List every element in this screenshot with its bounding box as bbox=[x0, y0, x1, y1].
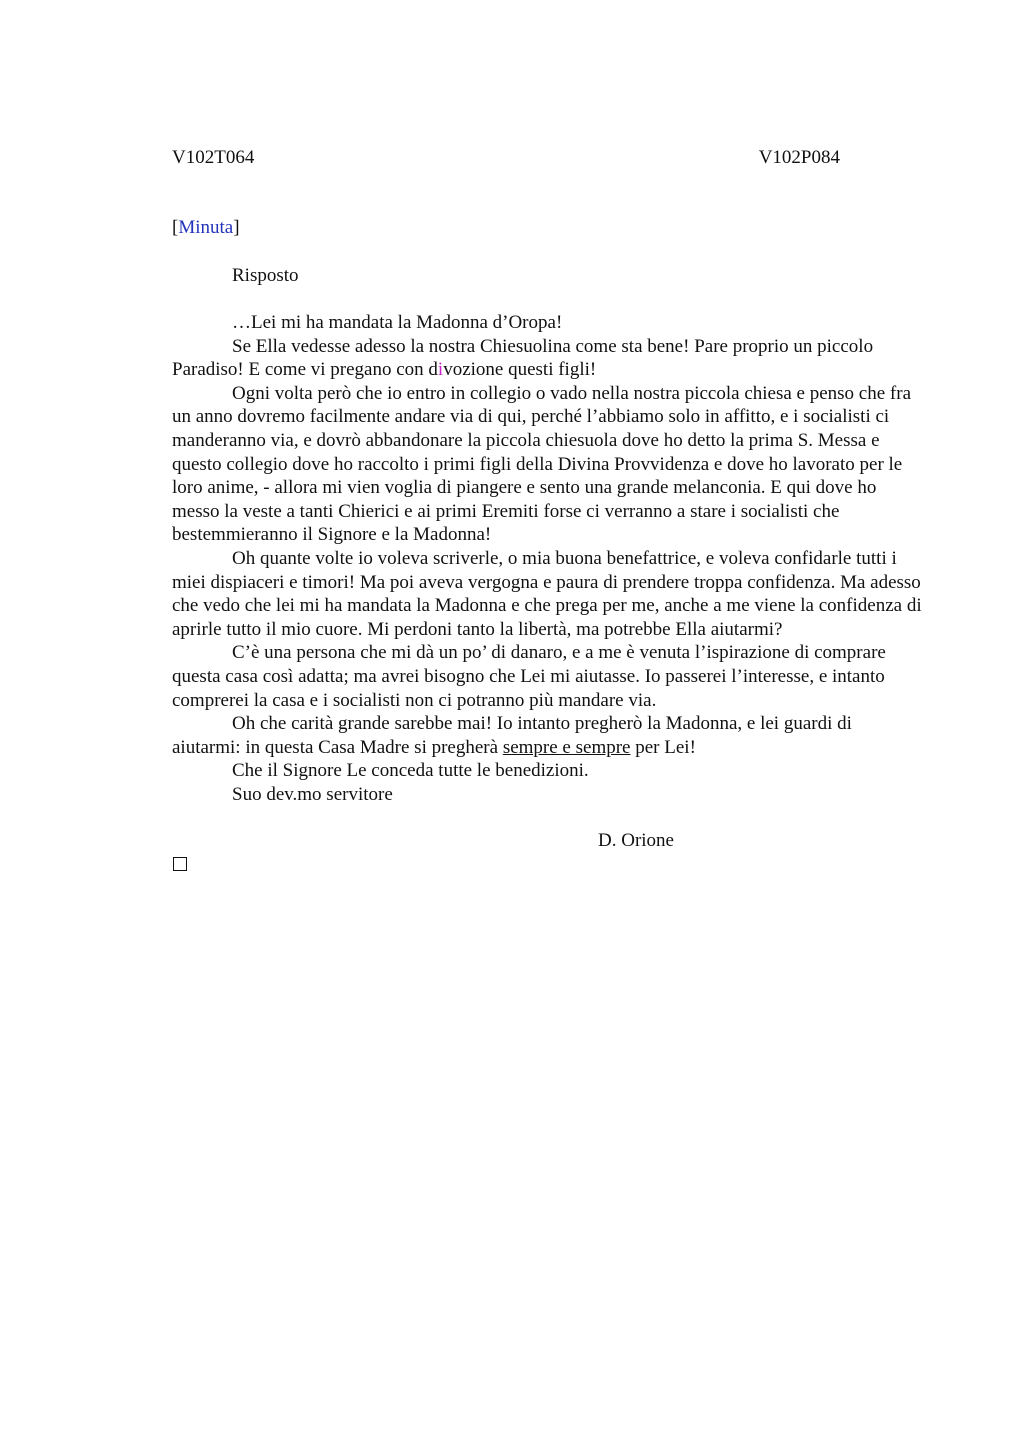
paragraph-7: Che il Signore Le conceda tutte le benedizioni. bbox=[232, 760, 589, 782]
document-code-left: V102T064 bbox=[172, 147, 255, 168]
paragraph-2 bbox=[172, 335, 924, 382]
document-code-right: V102P084 bbox=[758, 147, 840, 168]
signature: D. Orione bbox=[598, 830, 674, 852]
paragraph-6-start: Oh che carità grande sarebbe mai! Io intanto pregherò la Madonna, e lei guardi di aiutarmi: in questa Casa Madre si pregherà bbox=[172, 713, 852, 758]
paragraph-6-underlined: sempre e sempre bbox=[502, 736, 631, 758]
risposto-note: Risposto bbox=[232, 265, 299, 286]
paragraph-5: C’è una persona che mi dà un po’ di danaro, e a me è venuta l’ispirazione di comprare questa casa così adatta; ma avrei bisogno che Lei mi aiutasse. Io passerei l’interesse, e intanto comprerei la casa e i socialisti non ci potranno più mandare via. bbox=[172, 642, 886, 711]
paragraph-8: Suo dev.mo servitore bbox=[232, 783, 393, 805]
minuta-text: Minuta bbox=[178, 217, 234, 238]
minuta-bracket-close: ] bbox=[233, 217, 240, 238]
paragraph-3: Ogni volta però che io entro in collegio o vado nella nostra piccola chiesa e penso che fra un anno dovremo facilmente andare via di qui, perché l’abbiamo solo in affitto, e i socialisti ci manderanno via, e dovrò abbandonare la piccola chiesuola dove ho detto la prima S. Messa e questo collegio dove ho raccolto i primi figli della Divina Provvidenza e dove ho lavorato per le loro anime, - allora mi vien voglia di piangere e sento una grande melanconia. E qui dove ho messo la veste a tanti Chierici e ai primi Eremiti forse ci verranno a stare i socialisti che bestemmieranno il Signore e la Madonna! bbox=[172, 382, 911, 546]
end-marker-box bbox=[173, 857, 187, 871]
paragraph-6-end: per Lei! bbox=[630, 736, 696, 758]
minuta-label bbox=[172, 216, 924, 240]
paragraph-4: Oh quante volte io voleva scriverle, o mia buona benefattrice, e voleva confidarle tutti i miei dispiaceri e timori! Ma poi aveva vergogna e paura di prendere troppa confidenza. Ma adesso che vedo che lei mi ha mandata la Madonna e che prega per me, anche a me viene la confidenza di aprirle tutto il mio cuore. Mi perdoni tanto la libertà, ma potrebbe Ella aiutarmi? bbox=[172, 547, 922, 640]
paragraph-2-end: vozione questi figli! bbox=[443, 359, 597, 381]
paragraph-2-highlight: i bbox=[437, 359, 444, 381]
document-page bbox=[172, 146, 924, 871]
paragraph-2-start: Se Ella vedesse adesso la nostra Chiesuolina come sta bene! Pare proprio un piccolo Paradiso! E come vi pregano con d bbox=[172, 335, 874, 381]
paragraph-1: …Lei mi ha mandata la Madonna d’Oropa! bbox=[232, 312, 563, 333]
minuta-bracket-open: [ bbox=[172, 217, 179, 238]
letter-body bbox=[172, 311, 924, 806]
document-header bbox=[172, 146, 840, 170]
paragraph-6 bbox=[172, 712, 924, 759]
